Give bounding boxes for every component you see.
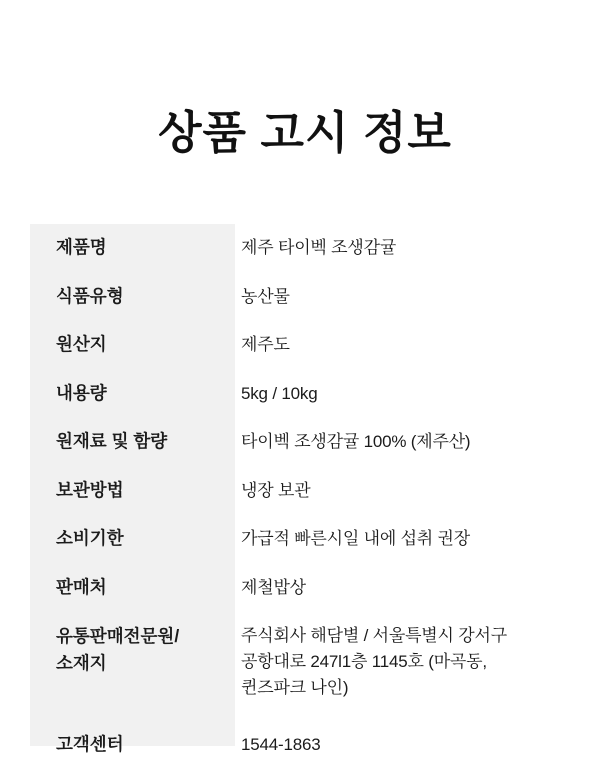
table-row [30, 273, 580, 322]
row-label: 원산지 [56, 334, 107, 354]
row-value [235, 623, 580, 700]
row-value [235, 235, 580, 260]
product-info-table [30, 224, 580, 754]
row-value-line: 농산물 [241, 286, 290, 306]
table-row [30, 515, 580, 564]
row-value-line: 가급적 빠른시일 내에 섭취 권장 [241, 529, 470, 548]
row-value [235, 478, 580, 503]
row-value-line: 5kg / 10kg [241, 383, 318, 403]
row-label-line: 유통판매전문원/ [56, 626, 180, 646]
table-row [30, 718, 580, 766]
table-row [30, 370, 580, 419]
info-rows [30, 224, 580, 766]
row-value [235, 429, 580, 454]
row-label: 식품유형 [56, 285, 124, 306]
row-value [235, 732, 580, 757]
table-row [30, 612, 580, 718]
row-value-line: 주식회사 해담별 / 서울특별시 강서구 [241, 626, 507, 645]
row-value-line: 냉장 보관 [241, 480, 311, 500]
row-label: 제품명 [56, 237, 107, 257]
row-value-line: 제철밥상 [241, 577, 306, 597]
row-label: 판매처 [56, 576, 107, 597]
row-label: 소비기한 [56, 528, 124, 548]
row-value-line: 1544-1863 [241, 735, 321, 754]
row-value [235, 381, 580, 406]
row-value [235, 575, 580, 600]
row-value [235, 526, 580, 551]
table-row [30, 321, 580, 370]
row-label: 원재료 및 함량 [56, 431, 168, 451]
row-label: 고객센터 [56, 734, 124, 754]
row-value-line: 제주도 [241, 335, 290, 354]
row-label [30, 623, 235, 676]
row-value [235, 332, 580, 357]
row-label-line: 소재지 [56, 652, 107, 673]
row-label: 내용량 [56, 382, 107, 403]
page-title: 상품 고시 정보 [158, 107, 452, 158]
row-value-line: 퀸즈파크 나인) [241, 677, 349, 697]
row-value [235, 284, 580, 309]
row-value-line: 제주 타이벡 조생감귤 [241, 238, 397, 257]
table-row [30, 467, 580, 516]
row-value-line: 공항대로 247l1층 1145호 (마곡동, [241, 651, 487, 671]
table-row [30, 224, 580, 273]
table-row [30, 418, 580, 467]
row-label: 보관방법 [56, 479, 124, 500]
table-row [30, 564, 580, 613]
row-value-line: 타이벡 조생감귤 100% (제주산) [241, 432, 471, 451]
